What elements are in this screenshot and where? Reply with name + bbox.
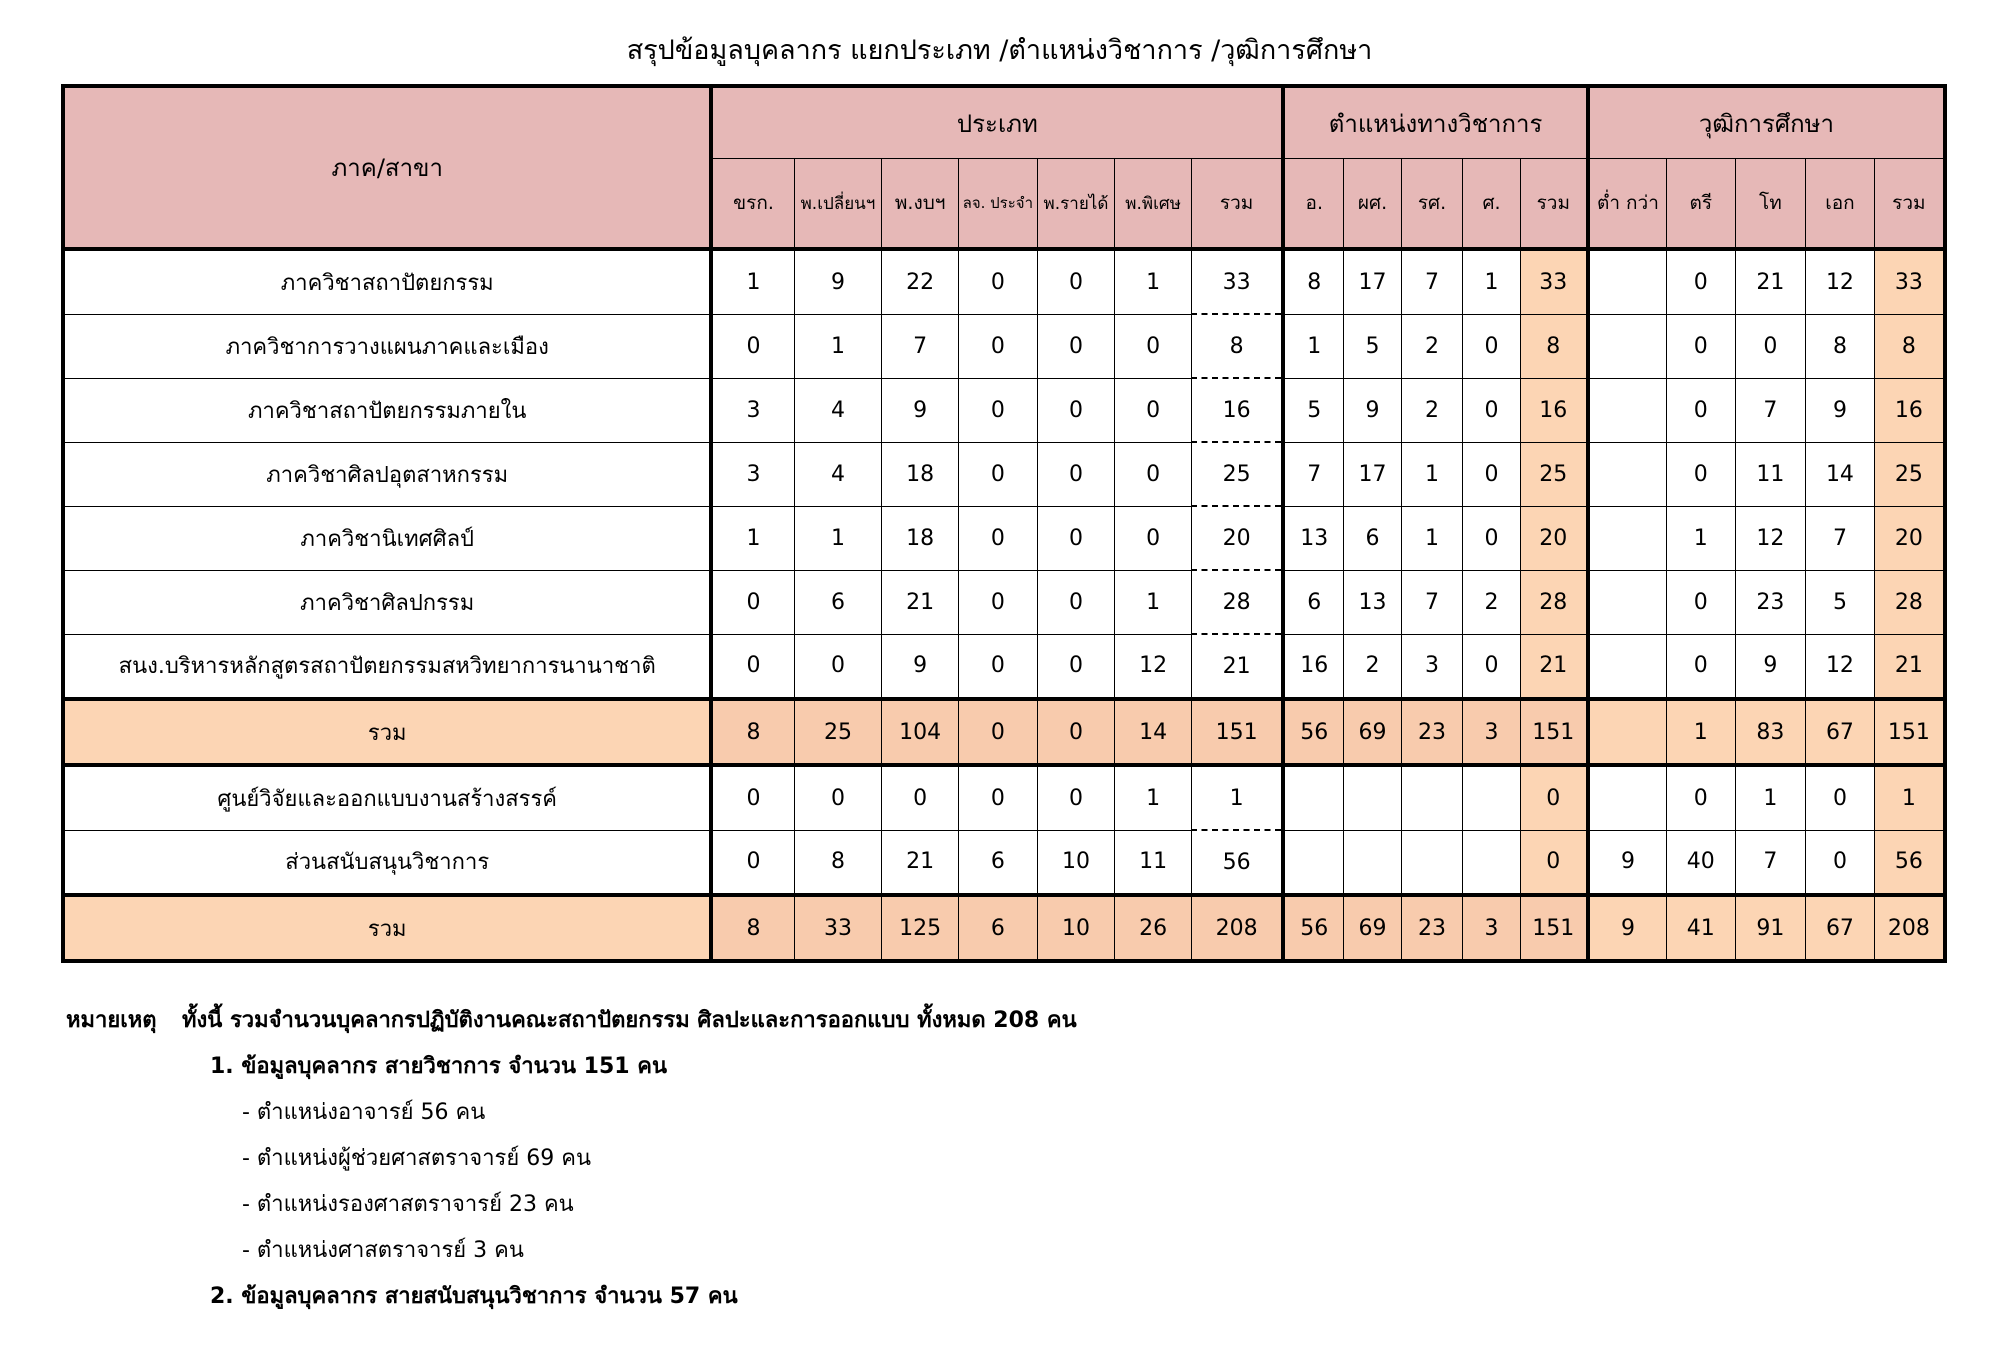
table-cell: 0 (1806, 830, 1875, 895)
table-cell: 56 (1191, 830, 1283, 895)
table-cell: 208 (1874, 895, 1945, 961)
table-cell: 208 (1191, 895, 1283, 961)
table-cell: 91 (1735, 895, 1806, 961)
table-cell: 25 (1874, 442, 1945, 506)
table-cell: 3 (711, 442, 794, 506)
table-row (63, 378, 1945, 442)
table-cell: 9 (882, 634, 959, 699)
table-cell: 17 (1344, 442, 1401, 506)
col-header: พ.เปลี่ยนฯ (794, 159, 882, 250)
table-row (63, 765, 1945, 830)
table-cell: 25 (794, 699, 882, 765)
table-cell: 83 (1735, 699, 1806, 765)
table-cell (1588, 765, 1667, 830)
table-cell: 12 (1115, 634, 1192, 699)
table-cell: 1 (711, 506, 794, 570)
table-cell: 5 (1806, 570, 1875, 634)
table-cell: 9 (1344, 378, 1401, 442)
table-cell: 2 (1401, 378, 1463, 442)
dept-name: สนง.บริหารหลักสูตรสถาปัตยกรรมสหวิทยาการนานาชาติ (63, 634, 711, 699)
table-cell: 20 (1874, 506, 1945, 570)
table-cell: 67 (1806, 699, 1875, 765)
table-cell: 1 (1463, 249, 1520, 314)
table-cell: 3 (1463, 895, 1520, 961)
table-cell: 25 (1191, 442, 1283, 506)
table-cell: 16 (1283, 634, 1344, 699)
table-cell: 0 (711, 765, 794, 830)
edu-group-header: วุฒิการศึกษา (1588, 86, 1945, 159)
table-cell: 0 (1115, 314, 1192, 378)
table-cell: 0 (1667, 570, 1736, 634)
col-header: พ.งบฯ (882, 159, 959, 250)
dept-name: ภาควิชาศิลปอุตสาหกรรม (63, 442, 711, 506)
notes-item-academic: 1. ข้อมูลบุคลากร สายวิชาการ จำนวน 151 คน (210, 1054, 668, 1079)
table-cell: 14 (1115, 699, 1192, 765)
dept-name: ภาควิชาสถาปัตยกรรมภายใน (63, 378, 711, 442)
total-label: รวม (63, 895, 711, 961)
table-row (63, 506, 1945, 570)
table-cell: 28 (1874, 570, 1945, 634)
table-cell: 4 (794, 378, 882, 442)
table-cell: 33 (1191, 249, 1283, 314)
table-cell: 0 (1037, 378, 1115, 442)
table-cell: 20 (1520, 506, 1588, 570)
col-header: ตรี (1667, 159, 1736, 250)
table-cell: 1 (1667, 506, 1736, 570)
table-cell: 1 (1874, 765, 1945, 830)
table-cell: 0 (1463, 506, 1520, 570)
table-cell: 8 (1806, 314, 1875, 378)
table-cell: 21 (1520, 634, 1588, 699)
table-cell: 0 (1463, 442, 1520, 506)
table-cell (1588, 634, 1667, 699)
table-cell: 0 (882, 765, 959, 830)
table-row (63, 570, 1945, 634)
table-cell: 23 (1735, 570, 1806, 634)
table-cell: 9 (882, 378, 959, 442)
table-cell: 0 (1463, 634, 1520, 699)
total-row (63, 895, 1945, 961)
table-cell (1344, 830, 1401, 895)
notes-summary: ทั้งนี้ รวมจำนวนบุคลากรปฏิบัติงานคณะสถาปัตยกรรม ศิลปะและการออกแบบ ทั้งหมด 208 คน (182, 1008, 1077, 1033)
table-cell: 0 (1806, 765, 1875, 830)
table-cell: 1 (1401, 442, 1463, 506)
table-cell: 12 (1735, 506, 1806, 570)
table-cell: 0 (958, 634, 1037, 699)
table-cell: 11 (1735, 442, 1806, 506)
table-cell (1463, 830, 1520, 895)
table-cell: 0 (958, 442, 1037, 506)
table-cell: 12 (1806, 634, 1875, 699)
table-cell: 28 (1520, 570, 1588, 634)
table-cell: 0 (1667, 314, 1736, 378)
col-header: พ.พิเศษ (1115, 159, 1192, 250)
table-cell: 0 (1667, 249, 1736, 314)
table-cell: 8 (711, 699, 794, 765)
table-cell: 9 (794, 249, 882, 314)
table-cell: 20 (1191, 506, 1283, 570)
notes-sub-item: - ตำแหน่งศาสตราจารย์ 3 คน (242, 1238, 524, 1263)
table-cell: 1 (1735, 765, 1806, 830)
table-cell: 7 (1735, 830, 1806, 895)
table-cell: 56 (1283, 699, 1344, 765)
table-cell: 33 (1520, 249, 1588, 314)
table-cell: 16 (1520, 378, 1588, 442)
personnel-table (61, 84, 1947, 963)
table-cell: 69 (1344, 895, 1401, 961)
col-header: โท (1735, 159, 1806, 250)
table-cell: 125 (882, 895, 959, 961)
table-cell: 12 (1806, 249, 1875, 314)
table-cell: 0 (1037, 634, 1115, 699)
table-cell: 151 (1191, 699, 1283, 765)
dept-name: ศูนย์วิจัยและออกแบบงานสร้างสรรค์ (63, 765, 711, 830)
col-header: ต่ำ กว่า (1588, 159, 1667, 250)
table-body (63, 249, 1945, 961)
table-cell: 0 (958, 314, 1037, 378)
table-cell: 0 (1037, 699, 1115, 765)
table-cell: 8 (711, 895, 794, 961)
table-cell: 1 (1115, 249, 1192, 314)
table-cell: 151 (1520, 895, 1588, 961)
table-cell: 7 (1735, 378, 1806, 442)
table-cell: 0 (958, 249, 1037, 314)
table-cell: 0 (1037, 249, 1115, 314)
table-cell: 14 (1806, 442, 1875, 506)
table-cell: 11 (1115, 830, 1192, 895)
dept-name: ภาควิชาสถาปัตยกรรม (63, 249, 711, 314)
table-cell: 1 (794, 506, 882, 570)
table-header (63, 86, 1945, 249)
table-cell: 8 (1283, 249, 1344, 314)
table-cell: 0 (1037, 570, 1115, 634)
table-cell: 9 (1735, 634, 1806, 699)
table-cell: 0 (958, 506, 1037, 570)
table-cell (1401, 765, 1463, 830)
table-cell: 28 (1191, 570, 1283, 634)
table-cell: 6 (1344, 506, 1401, 570)
table-cell: 8 (1874, 314, 1945, 378)
table-cell (1588, 442, 1667, 506)
table-cell: 1 (711, 249, 794, 314)
table-cell: 0 (958, 699, 1037, 765)
table-cell: 2 (1344, 634, 1401, 699)
table-cell: 22 (882, 249, 959, 314)
table-cell: 10 (1037, 830, 1115, 895)
table-cell: 8 (794, 830, 882, 895)
table-cell (1588, 249, 1667, 314)
table-row (63, 830, 1945, 895)
table-cell: 8 (1191, 314, 1283, 378)
table-cell: 151 (1874, 699, 1945, 765)
table-cell: 13 (1344, 570, 1401, 634)
table-cell: 0 (1115, 506, 1192, 570)
table-cell: 0 (1463, 314, 1520, 378)
table-cell: 13 (1283, 506, 1344, 570)
table-cell (1344, 765, 1401, 830)
rank-group-header: ตำแหน่งทางวิชาการ (1283, 86, 1588, 159)
table-cell: 0 (1463, 378, 1520, 442)
table-cell: 0 (1735, 314, 1806, 378)
col-header: ศ. (1463, 159, 1520, 250)
table-cell: 26 (1115, 895, 1192, 961)
table-cell: 1 (1667, 699, 1736, 765)
dept-name: ภาควิชาศิลปกรรม (63, 570, 711, 634)
table-cell: 7 (1283, 442, 1344, 506)
table-cell: 0 (958, 765, 1037, 830)
table-cell: 1 (1283, 314, 1344, 378)
table-cell (1588, 506, 1667, 570)
table-cell: 10 (1037, 895, 1115, 961)
table-cell: 1 (1115, 765, 1192, 830)
table-cell: 0 (1520, 765, 1588, 830)
table-cell: 3 (1463, 699, 1520, 765)
table-cell: 0 (1520, 830, 1588, 895)
dept-header: ภาค/สาขา (63, 86, 711, 249)
table-cell (1283, 765, 1344, 830)
table-cell: 0 (1667, 765, 1736, 830)
total-label: รวม (63, 699, 711, 765)
notes-sub-item: - ตำแหน่งรองศาสตราจารย์ 23 คน (242, 1192, 574, 1217)
table-cell: 21 (882, 830, 959, 895)
notes-sub-item: - ตำแหน่งผู้ช่วยศาสตราจารย์ 69 คน (242, 1146, 591, 1171)
col-header: พ.รายได้ (1037, 159, 1115, 250)
table-cell: 21 (1735, 249, 1806, 314)
table-row (63, 249, 1945, 314)
table-cell: 5 (1283, 378, 1344, 442)
table-cell: 0 (1667, 634, 1736, 699)
type-group-header: ประเภท (711, 86, 1283, 159)
table-cell: 0 (1667, 378, 1736, 442)
col-header: รวม (1191, 159, 1283, 250)
table-cell: 7 (1401, 570, 1463, 634)
table-cell: 21 (1191, 634, 1283, 699)
table-cell (1588, 699, 1667, 765)
table-cell: 0 (958, 570, 1037, 634)
col-header: เอก (1806, 159, 1875, 250)
table-cell: 7 (1401, 249, 1463, 314)
table-cell (1283, 830, 1344, 895)
dept-name: ส่วนสนับสนุนวิชาการ (63, 830, 711, 895)
table-cell: 0 (794, 765, 882, 830)
notes-label: หมายเหตุ (66, 1008, 157, 1033)
table-cell: 21 (882, 570, 959, 634)
table-cell: 6 (958, 830, 1037, 895)
table-cell: 17 (1344, 249, 1401, 314)
col-header: ผศ. (1344, 159, 1401, 250)
total-row (63, 699, 1945, 765)
table-cell (1588, 570, 1667, 634)
dept-name: ภาควิชาการวางแผนภาคและเมือง (63, 314, 711, 378)
table-cell: 40 (1667, 830, 1736, 895)
table-cell: 6 (794, 570, 882, 634)
table-cell: 4 (794, 442, 882, 506)
table-cell: 151 (1520, 699, 1588, 765)
table-cell: 5 (1344, 314, 1401, 378)
table-cell: 0 (711, 570, 794, 634)
table-cell: 9 (1588, 895, 1667, 961)
table-cell (1401, 830, 1463, 895)
table-cell: 0 (1667, 442, 1736, 506)
table-cell: 2 (1401, 314, 1463, 378)
table-cell: 1 (1191, 765, 1283, 830)
table-cell: 1 (1115, 570, 1192, 634)
table-cell: 56 (1874, 830, 1945, 895)
table-cell: 9 (1806, 378, 1875, 442)
table-cell (1588, 378, 1667, 442)
table-cell: 16 (1191, 378, 1283, 442)
table-cell: 23 (1401, 895, 1463, 961)
table-row (63, 634, 1945, 699)
table-cell: 21 (1874, 634, 1945, 699)
notes-sub-item: - ตำแหน่งอาจารย์ 56 คน (242, 1100, 486, 1125)
table-cell: 6 (1283, 570, 1344, 634)
table-cell: 0 (711, 634, 794, 699)
table-cell: 18 (882, 506, 959, 570)
table-cell: 0 (1037, 442, 1115, 506)
table-cell: 7 (1806, 506, 1875, 570)
table-cell: 33 (794, 895, 882, 961)
table-cell: 1 (794, 314, 882, 378)
table-cell: 25 (1520, 442, 1588, 506)
table-cell: 67 (1806, 895, 1875, 961)
dept-name: ภาควิชานิเทศศิลป์ (63, 506, 711, 570)
table-cell: 56 (1283, 895, 1344, 961)
col-header: ขรก. (711, 159, 794, 250)
table-cell: 16 (1874, 378, 1945, 442)
col-header: อ. (1283, 159, 1344, 250)
table-cell: 3 (711, 378, 794, 442)
table-row (63, 314, 1945, 378)
table-cell: 0 (1037, 765, 1115, 830)
table-cell: 6 (958, 895, 1037, 961)
table-cell: 18 (882, 442, 959, 506)
table-cell: 41 (1667, 895, 1736, 961)
table-cell: 0 (711, 830, 794, 895)
table-cell: 33 (1874, 249, 1945, 314)
table-cell: 0 (1115, 378, 1192, 442)
table-cell: 69 (1344, 699, 1401, 765)
table-cell: 0 (958, 378, 1037, 442)
table-cell: 8 (1520, 314, 1588, 378)
table-cell: 3 (1401, 634, 1463, 699)
col-header: รศ. (1401, 159, 1463, 250)
table-cell: 1 (1401, 506, 1463, 570)
col-header: ลจ. ประจำ (958, 159, 1037, 250)
table-cell: 7 (882, 314, 959, 378)
col-header: รวม (1520, 159, 1588, 250)
table-cell: 2 (1463, 570, 1520, 634)
table-cell: 104 (882, 699, 959, 765)
table-cell: 0 (711, 314, 794, 378)
notes-item-support: 2. ข้อมูลบุคลากร สายสนับสนุนวิชาการ จำนวน 57 คน (210, 1284, 738, 1309)
col-header: รวม (1874, 159, 1945, 250)
table-cell: 0 (1037, 314, 1115, 378)
table-cell: 0 (1115, 442, 1192, 506)
table-cell: 9 (1588, 830, 1667, 895)
table-cell: 0 (794, 634, 882, 699)
table-cell (1463, 765, 1520, 830)
table-row (63, 442, 1945, 506)
table-cell (1588, 314, 1667, 378)
page-title: สรุปข้อมูลบุคลากร แยกประเภท /ตำแหน่งวิชาการ /วุฒิการศึกษา (626, 35, 1373, 66)
table-cell: 0 (1037, 506, 1115, 570)
table-cell: 23 (1401, 699, 1463, 765)
